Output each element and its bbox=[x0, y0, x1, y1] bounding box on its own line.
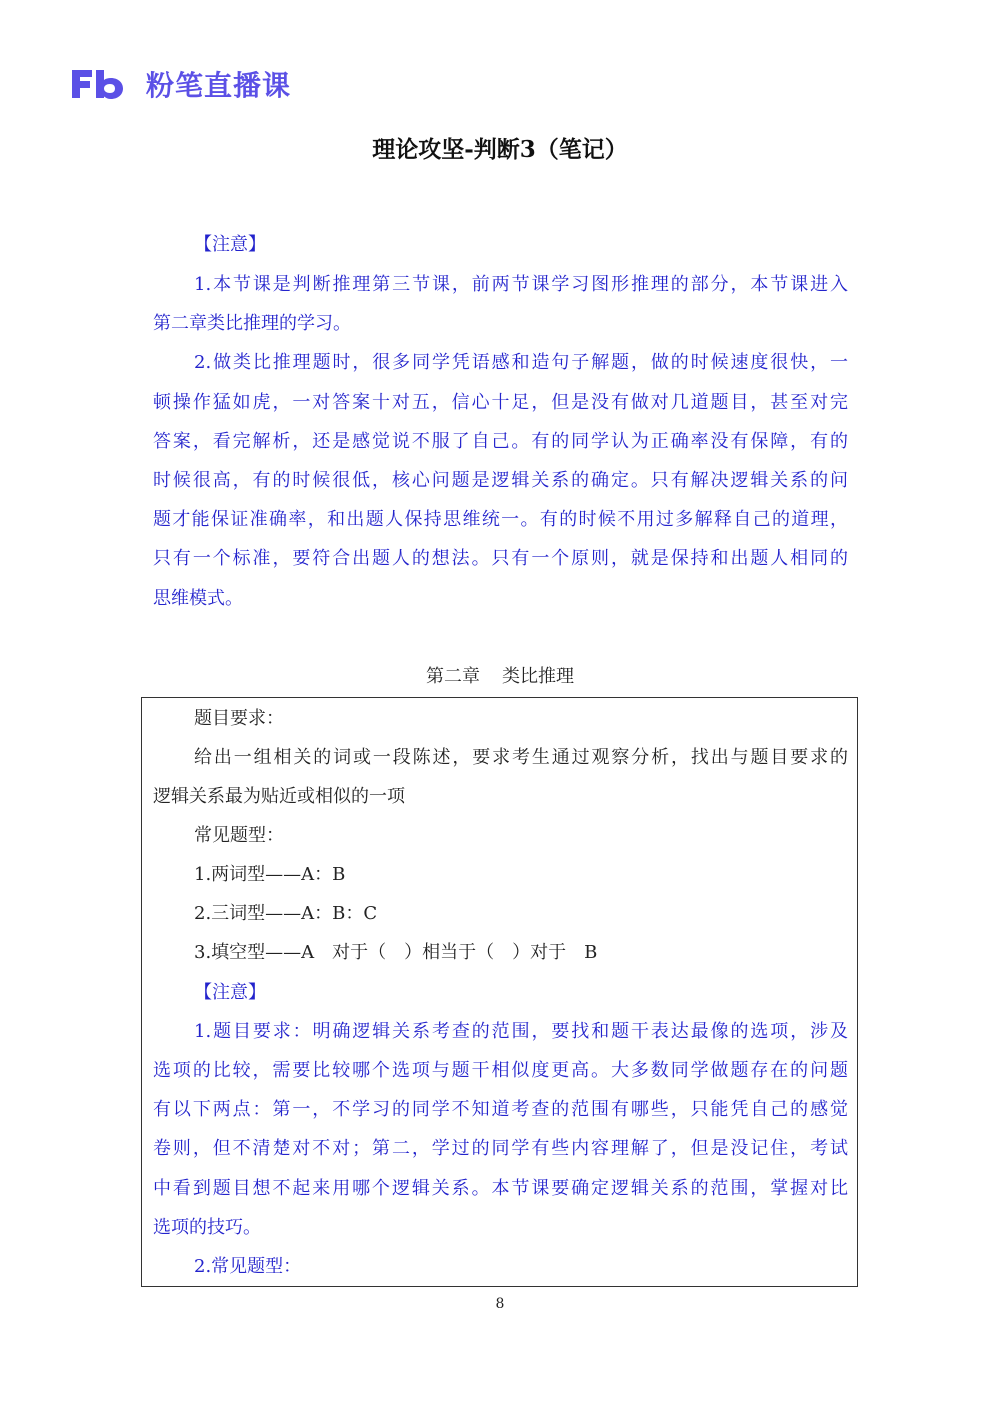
note-line: 2.做类比推理题时，很多同学凭语感和造句子解题，做的时候速度很快，一 bbox=[194, 352, 848, 373]
requirement-line: 给出一组相关的词或一段陈述，要求考生通过观察分析，找出与题目要求的 bbox=[194, 747, 848, 768]
brand-logo bbox=[70, 64, 291, 104]
box-note-line: 1.题目要求：明确逻辑关系考查的范围，要找和题干表达最像的选项，涉及 bbox=[194, 1021, 848, 1042]
box-note-line: 中看到题目想不起来用哪个逻辑关系。本节课要确定逻辑关系的范围，掌握对比 bbox=[153, 1178, 848, 1199]
requirement-heading: 题目要求： bbox=[194, 708, 284, 729]
note-line: 思维模式。 bbox=[153, 588, 243, 609]
type-item: 1.两词型——A：B bbox=[194, 864, 346, 885]
type-item: 2.三词型——A：B：C bbox=[194, 903, 378, 924]
box-note-line: 选项的技巧。 bbox=[153, 1217, 261, 1238]
box-note-heading: 【注意】 bbox=[194, 982, 266, 1003]
note-line: 答案，看完解析，还是感觉说不服了自己。有的同学认为正确率没有保障，有的 bbox=[153, 431, 848, 452]
brand-name: 粉笔直播课 bbox=[146, 69, 292, 102]
requirement-line: 逻辑关系最为贴近或相似的一项 bbox=[153, 786, 405, 807]
box-note-line: 卷则，但不清楚对不对；第二，学过的同学有些内容理解了，但是没记住，考试 bbox=[153, 1138, 848, 1159]
types-heading: 常见题型： bbox=[194, 825, 284, 846]
fb-logo-icon bbox=[70, 68, 132, 100]
note-line: 顿操作猛如虎，一对答案十对五，信心十足，但是没有做对几道题目，甚至对完 bbox=[153, 392, 848, 413]
chapter-heading bbox=[0, 667, 1000, 687]
chapter-name: 类比推理 bbox=[502, 666, 574, 687]
page-number: 8 bbox=[495, 1296, 505, 1312]
box-note-line: 选项的比较，需要比较哪个选项与题干相似度更高。大多数同学做题存在的问题 bbox=[153, 1060, 848, 1081]
type-item: 3.填空型——A 对于（ ）相当于（ ）对于 B bbox=[194, 942, 598, 963]
note-line: 题才能保证准确率，和出题人保持思维统一。有的时候不用过多解释自己的道理， bbox=[153, 509, 848, 530]
note-line: 1.本节课是判断推理第三节课，前两节课学习图形推理的部分，本节课进入 bbox=[194, 274, 848, 295]
box-note-line: 有以下两点：第一，不学习的同学不知道考查的范围有哪些，只能凭自己的感觉 bbox=[153, 1099, 848, 1120]
note-line: 只有一个标准，要符合出题人的想法。只有一个原则，就是保持和出题人相同的 bbox=[153, 548, 848, 569]
box-note-line: 2.常见题型： bbox=[194, 1256, 302, 1277]
note-line: 第二章类比推理的学习。 bbox=[153, 313, 351, 334]
page-title: 理论攻坚-判断3（笔记） bbox=[372, 136, 628, 163]
note-heading: 【注意】 bbox=[194, 234, 266, 255]
note-line: 时候很高，有的时候很低，核心问题是逻辑关系的确定。只有解决逻辑关系的问 bbox=[153, 470, 848, 491]
chapter-number: 第二章 bbox=[426, 666, 480, 687]
